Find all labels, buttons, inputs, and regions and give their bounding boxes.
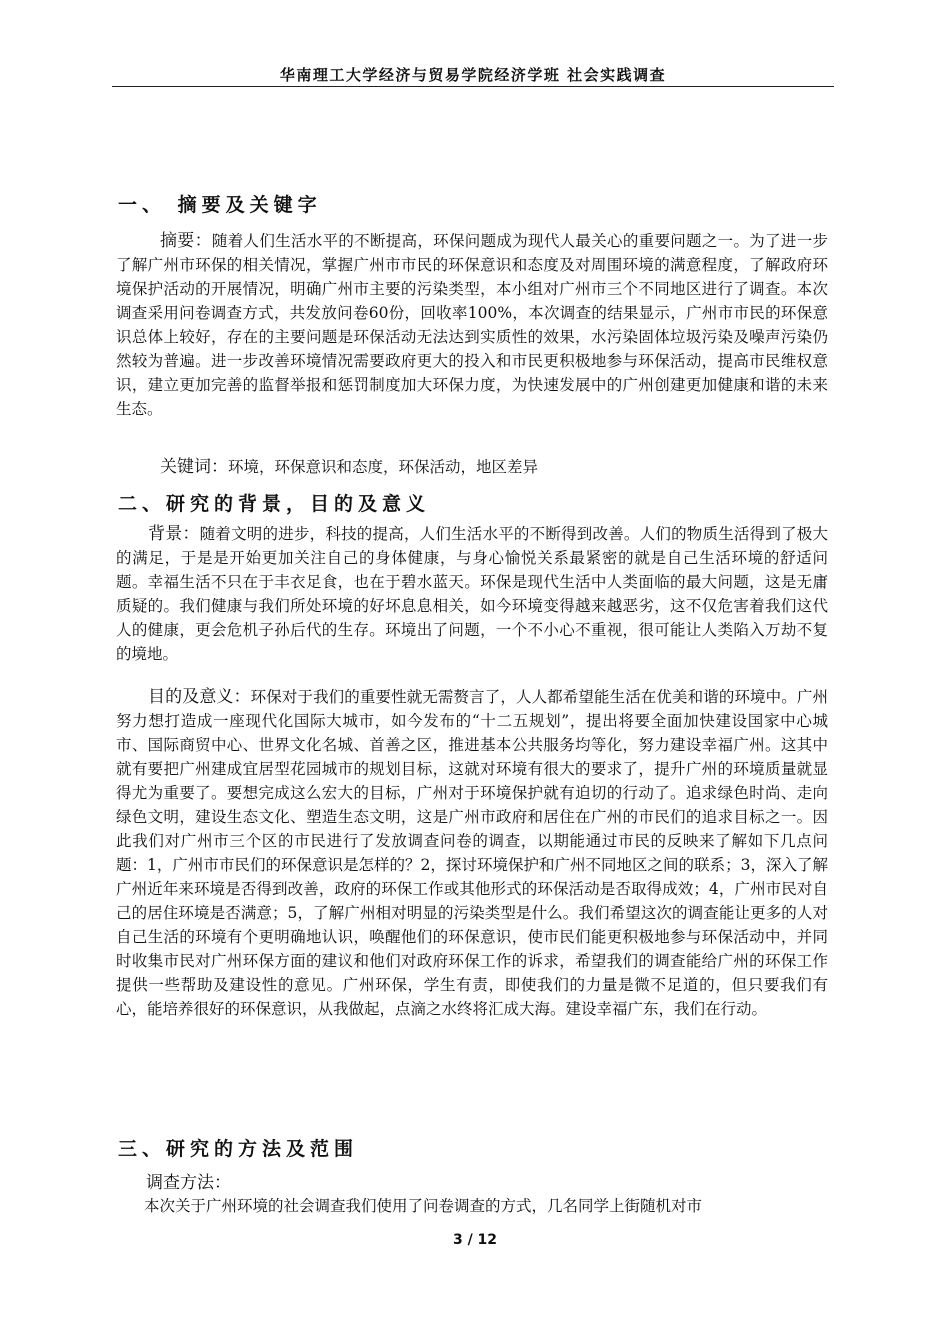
purpose-paragraph — [116, 685, 828, 1021]
background-text: 随着文明的进步，科技的提高，人们生活水平的不断得到改善。人们的物质生活得到了极大的满足，于是是开始更加关注自己的身体健康，与身心愉悦关系最紧密的就是自己生活环境的舒适问题。幸福生活不只在于丰衣足食，也在于碧水蓝天。环保是现代生活中人类面临的最大问题，这是无庸质疑的。我们健康与我们所处环境的好坏息息相关，如今环境变得越来越恶劣，这不仅危害着我们这代人的健康，更会危机子孙后代的生存。环境出了问题，一个不小心不重视，很可能让人类陷入万劫不复的境地。 — [116, 525, 829, 663]
background-paragraph — [116, 522, 828, 666]
header-divider — [112, 86, 834, 87]
keywords-label: 关键词： — [160, 457, 228, 477]
method-paragraph: 本次关于广州环境的社会调查我们使用了问卷调查的方式，几名同学上街随机对市 — [144, 1197, 703, 1215]
keywords-text: 环境，环保意识和态度，环保活动，地区差异 — [228, 458, 539, 476]
background-label: 背景： — [148, 524, 200, 544]
section-3-heading: 三、研究的方法及范围 — [118, 1138, 359, 1160]
abstract-paragraph — [116, 229, 828, 421]
abstract-label: 摘要： — [160, 231, 212, 251]
page-header: 华南理工大学经济与贸易学院经济学班 社会实践调查 — [279, 66, 667, 84]
section-2-heading: 二、研究的背景，目的及意义 — [118, 493, 431, 515]
section-1-heading: 一、 摘要及关键字 — [118, 194, 322, 216]
page-number: 3 / 12 — [452, 1232, 498, 1248]
purpose-label: 目的及意义： — [148, 687, 251, 707]
purpose-text: 环保对于我们的重要性就无需赘言了，人人都希望能生活在优美和谐的环境中。广州努力想打造成一座现代化国际大城市，如今发布的“十二五规划”，提出将要全面加快建设国家中心城市、国际商贸中心、世界文化名城、首善之区，推进基本公共服务均等化，努力建设幸福广州。这其中就有要把广州建成宜居型花园城市的规划目标，这就对环境有很大的要求了，提升广州的环境质量就显得尤为重要了。要想完成这么宏大的目标，广州对于环境保护就有迫切的行动了。追求绿色时尚、走向绿色文明，建设生态文化、塑造生态文明，这是广州市政府和居住在广州的市民们的追求目标之一。因此我们对广州市三个区的市民进行了发放调查问卷的调查，以期能通过市民的反映来了解如下几点问题：1，广州市市民们的环保意识是怎样的？2，探讨环境保护和广州不同地区之间的联系；3，深入了解广州近年来环境是否得到改善，政府的环保工作或其他形式的环保活动是否取得成效；4，广州市民对自己的居住环境是否满意；5，了解广州相对明显的污染类型是什么。我们希望这次的调查能让更多的人对自己生活的环境有个更明确地认识，唤醒他们的环保意识，使市民们能更积极地参与环保活动中，并同时收集市民对广州环保方面的建议和他们对政府环保工作的诉求，希望我们的调查能给广州的环保工作提供一些帮助及建设性的意见。广州环保，学生有责，即使我们的力量是微不足道的，但只要我们有心，能培养很好的环保意识，从我做起，点滴之水终将汇成大海。建设幸福广东，我们在行动。 — [116, 688, 828, 1018]
abstract-text: 随着人们生活水平的不断提高，环保问题成为现代人最关心的重要问题之一。为了进一步了解广州市环保的相关情况，掌握广州市市民的环保意识和态度及对周围环境的满意程度，了解政府环境保护活动的开展情况，明确广州市主要的污染类型，本小组对广州市三个不同地区进行了调查。本次调查采用问卷调查方式，共发放问卷60份，回收率100%，本次调查的结果显示，广州市市民的环保意识总体上较好，存在的主要问题是环保活动无法达到实质性的效果，水污染固体垃圾污染及噪声污染仍然较为普遍。进一步改善环境情况需要政府更大的投入和市民更积极地参与环保活动，提高市民维权意识，建立更加完善的监督举报和惩罚制度加大环保力度，为快速发展中的广州创建更加健康和谐的未来生态。 — [116, 232, 828, 418]
method-label: 调查方法： — [146, 1173, 231, 1193]
keywords-paragraph — [116, 455, 828, 479]
